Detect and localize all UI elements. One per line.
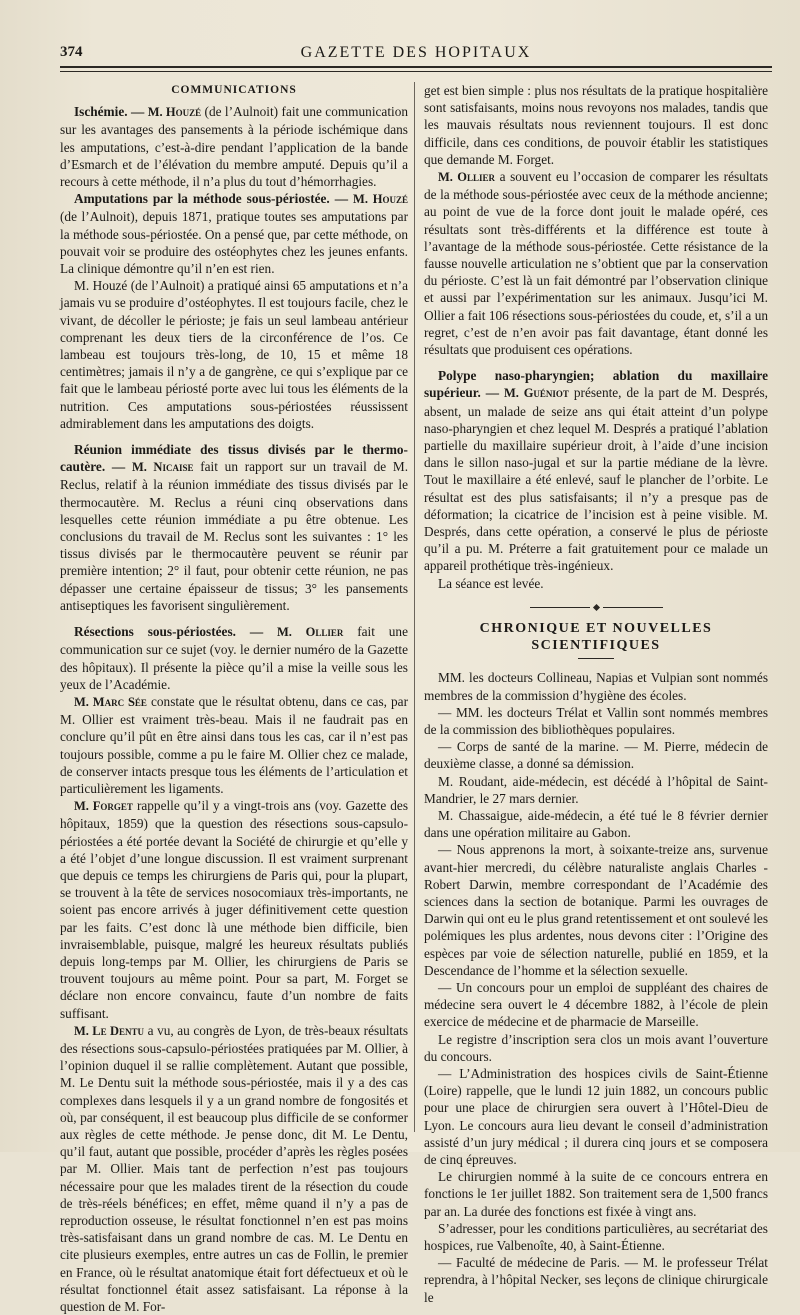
news-item: M. Roudant, aide-médecin, est décédé à l’hôpital de Saint-Mandrier, le 27 mars dernier. xyxy=(424,773,768,806)
news-item: Le chirurgien nommé à la suite de ce concours entrera en fonctions le 1er juillet 1882. Son traitement sera de 1,500 francs par an. La durée des fonctions est fixée à vingt ans. xyxy=(424,1169,768,1219)
article-heading: Polype naso-pharyngien; ablation du maxillaire supérieur. — xyxy=(424,368,768,401)
news-item: — Corps de santé de la marine. — M. Pierre, médecin de deuxième classe, a donné sa démission. xyxy=(424,739,768,772)
section-title-communications: COMMUNICATIONS xyxy=(171,84,297,96)
column-divider xyxy=(414,82,415,1132)
paragraph-continuation: get est bien simple : plus nos résultats de la pratique hospitalière sont satisfaisants, moins nous revoyons nos malades, tandis que les mauvais résultats nous reviennent toujours. Il est donc difficile, dans ces conditions, de pouvoir établir les statistiques que demande M. Forget. xyxy=(424,83,768,167)
news-item: S’adresser, pour les conditions particulières, au secrétariat des hospices, rue Valbenoîte, 40, à Saint-Étienne. xyxy=(424,1220,768,1253)
section-title-underline xyxy=(578,658,614,659)
article-text: (de l’Aulnoit), depuis 1871, pratique toutes ses amputations par la méthode sous-périostée. On a pensé que, par cette méthode, on pouvait voir se produire des ostéophytes chez les jeunes enfants. La clinique démontre qu’il n’en est rien. xyxy=(60,209,408,277)
article-text: (de l’Aulnoit) fait une communication sur les avantages des pansements à la période ischémique dans les amputations, c’est-à-dire pendant l’application de la bande d’Esmarch et de l’élévation du membre amputé. Depuis qu’il a recours à cette méthode, il n’a plus du tout d’hémorrhagies. xyxy=(60,104,409,190)
speaker-name: M. Nicaise xyxy=(131,460,194,475)
speaker-name: M. Ollier xyxy=(277,625,344,640)
paragraph-houze-amputations: M. Houzé (de l’Aulnoit) a pratiqué ainsi 65 amputations et n’a jamais vu se produire d’ostéophytes. Il est toujours facile, chez le vivant, de décoller le périoste; je fais un seul lambeau antérieur comprenant les deux tiers de la circonférence de l’os. Ce lambeau est toujours très-long, de 10, 15 et même 18 centimètres; jamais il n’y a de gangrène, ce qui s’explique par ce fait que le lambeau périosté porte avec lui tous les éléments de la nutrition. Ces amputations sous-périostées réussissent admirablement dans les amputations des doigts. xyxy=(60,278,408,431)
section-separator xyxy=(424,604,768,612)
paragraph-forget xyxy=(60,797,408,1022)
page-number: 374 xyxy=(60,44,83,60)
paragraph-le-dentu xyxy=(60,1022,408,1315)
speaker-name: M. Ollier xyxy=(438,170,496,185)
article-text: présente, de la part de M. Després, absent, un malade de seize ans qui était atteint d’un polype naso-pharyngien et chez lequel M. Després a pratiqué l’ablation partielle du maxillaire supérieur droit, à l’aide d’une incision dans le sillon naso-jugal et sur la partie médiane de la lèvre. Tout le maxillaire a été enlevé, sauf le plancher de l’orbite. Le résultat est des plus satisfaisants; il n’y a presque pas de déformation; la cicatrice de l’incision est à peine visible. M. Després, dans cette opération, a conservé le plus de périoste qu’il a pu. M. Préterre a fait gratuitement pour ce malade un appareil prothétique très-ingénieux. xyxy=(424,385,768,574)
speaker-name: M. Marc Sée xyxy=(74,694,147,709)
article-text: rappelle qu’il y a vingt-trois ans (voy. Gazette des hôpitaux, 1859) que la question des résections sous-capsulo-périostées a été portée devant la Société de chirurgie et qu’elle y a été l’objet d’une longue discussion. Il est vraiment surprenant que depuis ce temps les chirurgiens de Paris qui, pour la plupart, se trouvent à la tête de services nosocomiaux très-importants, ne soient pas encore arrivés à juger définitivement cette question par les faits. C’est donc là une méthode bien difficile, bien invraisemblable, puisque, malgré les heureux résultats publiés depuis long-temps par M. Ollier, les chirurgiens de Paris se trouvent toujours au même point. Pour sa part, M. Forget se déclare non encore convaincu, faute d’un nombre de faits suffisant. xyxy=(60,798,408,1021)
article-text: fait un rapport sur un travail de M. Reclus, relatif à la réunion immédiate des tissus divisés par le thermocautère. M. Reclus a réuni cinq observations dans lesquelles cette réunion immédiate a pu être obtenue. Les conclusions du travail de M. Reclus sont les suivantes : 1° les tissus divisés par le thermocautère peuvent se réunir par première intention; 2° il faut, pour obtenir cette réunion, ne pas dépasser une certaine épaisseur de tissus; 3° les pansements antiseptiques les favorisent singulièrement. xyxy=(60,459,409,613)
speaker-name: M. Forget xyxy=(74,799,133,814)
article-heading: Ischémie. — xyxy=(74,104,148,120)
article-resections xyxy=(60,623,408,693)
article-heading: Réunion immédiate des tissus divisés par le thermo-cautère. — xyxy=(60,442,408,475)
speaker-name: M. Houzé xyxy=(353,192,408,207)
article-text: fait une communication sur ce sujet (voy. le dernier numéro de la Gazette des hôpitaux). Il présente la pièce qu’il a mise la veille sous les yeux de l’Académie. xyxy=(60,624,408,692)
article-heading: Amputations par la méthode sous-périostée. — xyxy=(74,191,354,207)
news-item: — Nous apprenons la mort, à soixante-treize ans, survenue avant-hier mercredi, du célèbre naturaliste anglais Charles - Robert Darwin, membre correspondant de l’Académie des sciences dans la section de botanique. Parmi les ouvrages de Darwin qui ont eu le plus grand retentissement et ont soulevé les polémiques les plus ardentes, nous devons citer : l’Origine des espèces par voie de sélection naturelle, publié en 1859, et la Descendance de l’homme et la sélection sexuelle. xyxy=(424,842,768,978)
journal-title: GAZETTE DES HOPITAUX xyxy=(300,44,532,61)
article-text: constate que le résultat obtenu, dans ce cas, par M. Ollier est vraiment très-beau. Mais il ne faudrait pas en conclure qu’il pût en être ainsi dans tous les cas, car il n’est pas toujours possible, comme a pu le faire M. Ollier chez ce malade, de conserver intacts presque tous les éléments de l’articulation et particulièrement les ligaments. xyxy=(60,693,408,796)
section-title-chronique: CHRONIQUE ET NOUVELLES SCIENTIFIQUES xyxy=(479,620,713,654)
article-polype xyxy=(424,367,768,574)
right-column xyxy=(424,82,768,1306)
article-amputations xyxy=(60,190,408,277)
session-closed: La séance est levée. xyxy=(438,575,544,591)
left-column xyxy=(60,82,408,1315)
article-text: a souvent eu l’occasion de comparer les résultats de la méthode sous-périostée avec ceux de la méthode ancienne; au point de vue de la force dont jouit le malade opéré, ces résultats sont très-différents et la différence est toute à l’avantage de la méthode sous-périostée. Cette résistance de la fausse nouvelle articulation ne s’obtient que par la conservation du périoste. C’est là un fait démontré par l’observation clinique et aussi par l’expérimentation sur les animaux. Jusqu’ici M. Ollier a fait 106 résections sous-périostées du coude, et, s’il a un regret, c’est de n’en avoir pas fait davantage, étant donné les résultats que produisent ces opérations. xyxy=(424,169,768,358)
header-rule-thick xyxy=(60,66,772,68)
news-item: — L’Administration des hospices civils de Saint-Étienne (Loire) rappelle, que le lundi 12 juin 1882, un concours public pour une place de chirurgien sera ouvert à l’Hôtel-Dieu de Lyon. Le concours aura lieu devant le conseil d’administration assisté d’un jury médical ; il durera cinq jours et se composera de cinq épreuves. xyxy=(424,1065,768,1167)
speaker-name: M. Le Dentu xyxy=(74,1023,145,1038)
news-item: M. Chassaigue, aide-médecin, a été tué le 8 février dernier dans une opération militaire au Gabon. xyxy=(424,807,768,841)
news-item: — Faculté de médecine de Paris. — M. le professeur Trélat reprendra, à l’hôpital Necker, ses leçons de clinique chirurgicale le xyxy=(424,1255,768,1305)
header-rule-thin xyxy=(60,71,772,72)
article-ischemie xyxy=(60,103,408,190)
article-heading: Résections sous-périostées. — xyxy=(74,624,277,640)
news-item: Le registre d’inscription sera clos un mois avant l’ouverture du concours. xyxy=(424,1031,768,1064)
article-text: a vu, au congrès de Lyon, de très-beaux résultats des résections sous-capsulo-périostées pratiquées par M. Ollier, à l’opinion duquel il se rallie complètement. Autant que possible, M. Le Dentu suit la méthode sous-périostée, mais il y a des cas complexes dans lesquels il y a un grand nombre de fongosités et où, par conséquent, il est beaucoup plus difficile de se conformer aux règles de cette méthode. Je pense donc, dit M. Le Dentu, qu’il faut, autant que possible, procéder d’après les règles posées par M. Ollier. Mais tant de perfection n’est pas toujours nécessaire pour que les malades tirent de la résection du coude de très-réels bénéfices; en effet, même quand il n’y a pas de reproduction osseuse, le résultat fonctionnel n’en est pas moins très-satisfaisant dans un grand nombre de cas. M. Le Dentu en cite plusieurs exemples, entre autres un cas de Follin, le premier en France, où le résultat anatomique était fort défectueux et où le résultat fonctionnel était assez satisfaisant. La réponse à la question de M. For- xyxy=(60,1022,408,1315)
paragraph-ollier xyxy=(424,168,768,358)
article-reunion-immediate xyxy=(60,441,408,614)
speaker-name: M. Guéniot xyxy=(504,386,569,401)
paragraph-marc-see xyxy=(60,693,408,797)
news-item: — MM. les docteurs Trélat et Vallin sont nommés membres de la commission des bibliothèques populaires. xyxy=(424,704,768,737)
page-header xyxy=(60,44,772,68)
news-item: MM. les docteurs Collineau, Napias et Vulpian sont nommés membres de la commission d’hygiène des écoles. xyxy=(424,670,768,703)
speaker-name: M. Houzé xyxy=(147,105,202,120)
news-item: — Un concours pour un emploi de suppléant des chaires de médecine sera ouvert le 4 décembre 1882, à l’école de plein exercice de médecine et de pharmacie de Marseille. xyxy=(424,979,768,1030)
